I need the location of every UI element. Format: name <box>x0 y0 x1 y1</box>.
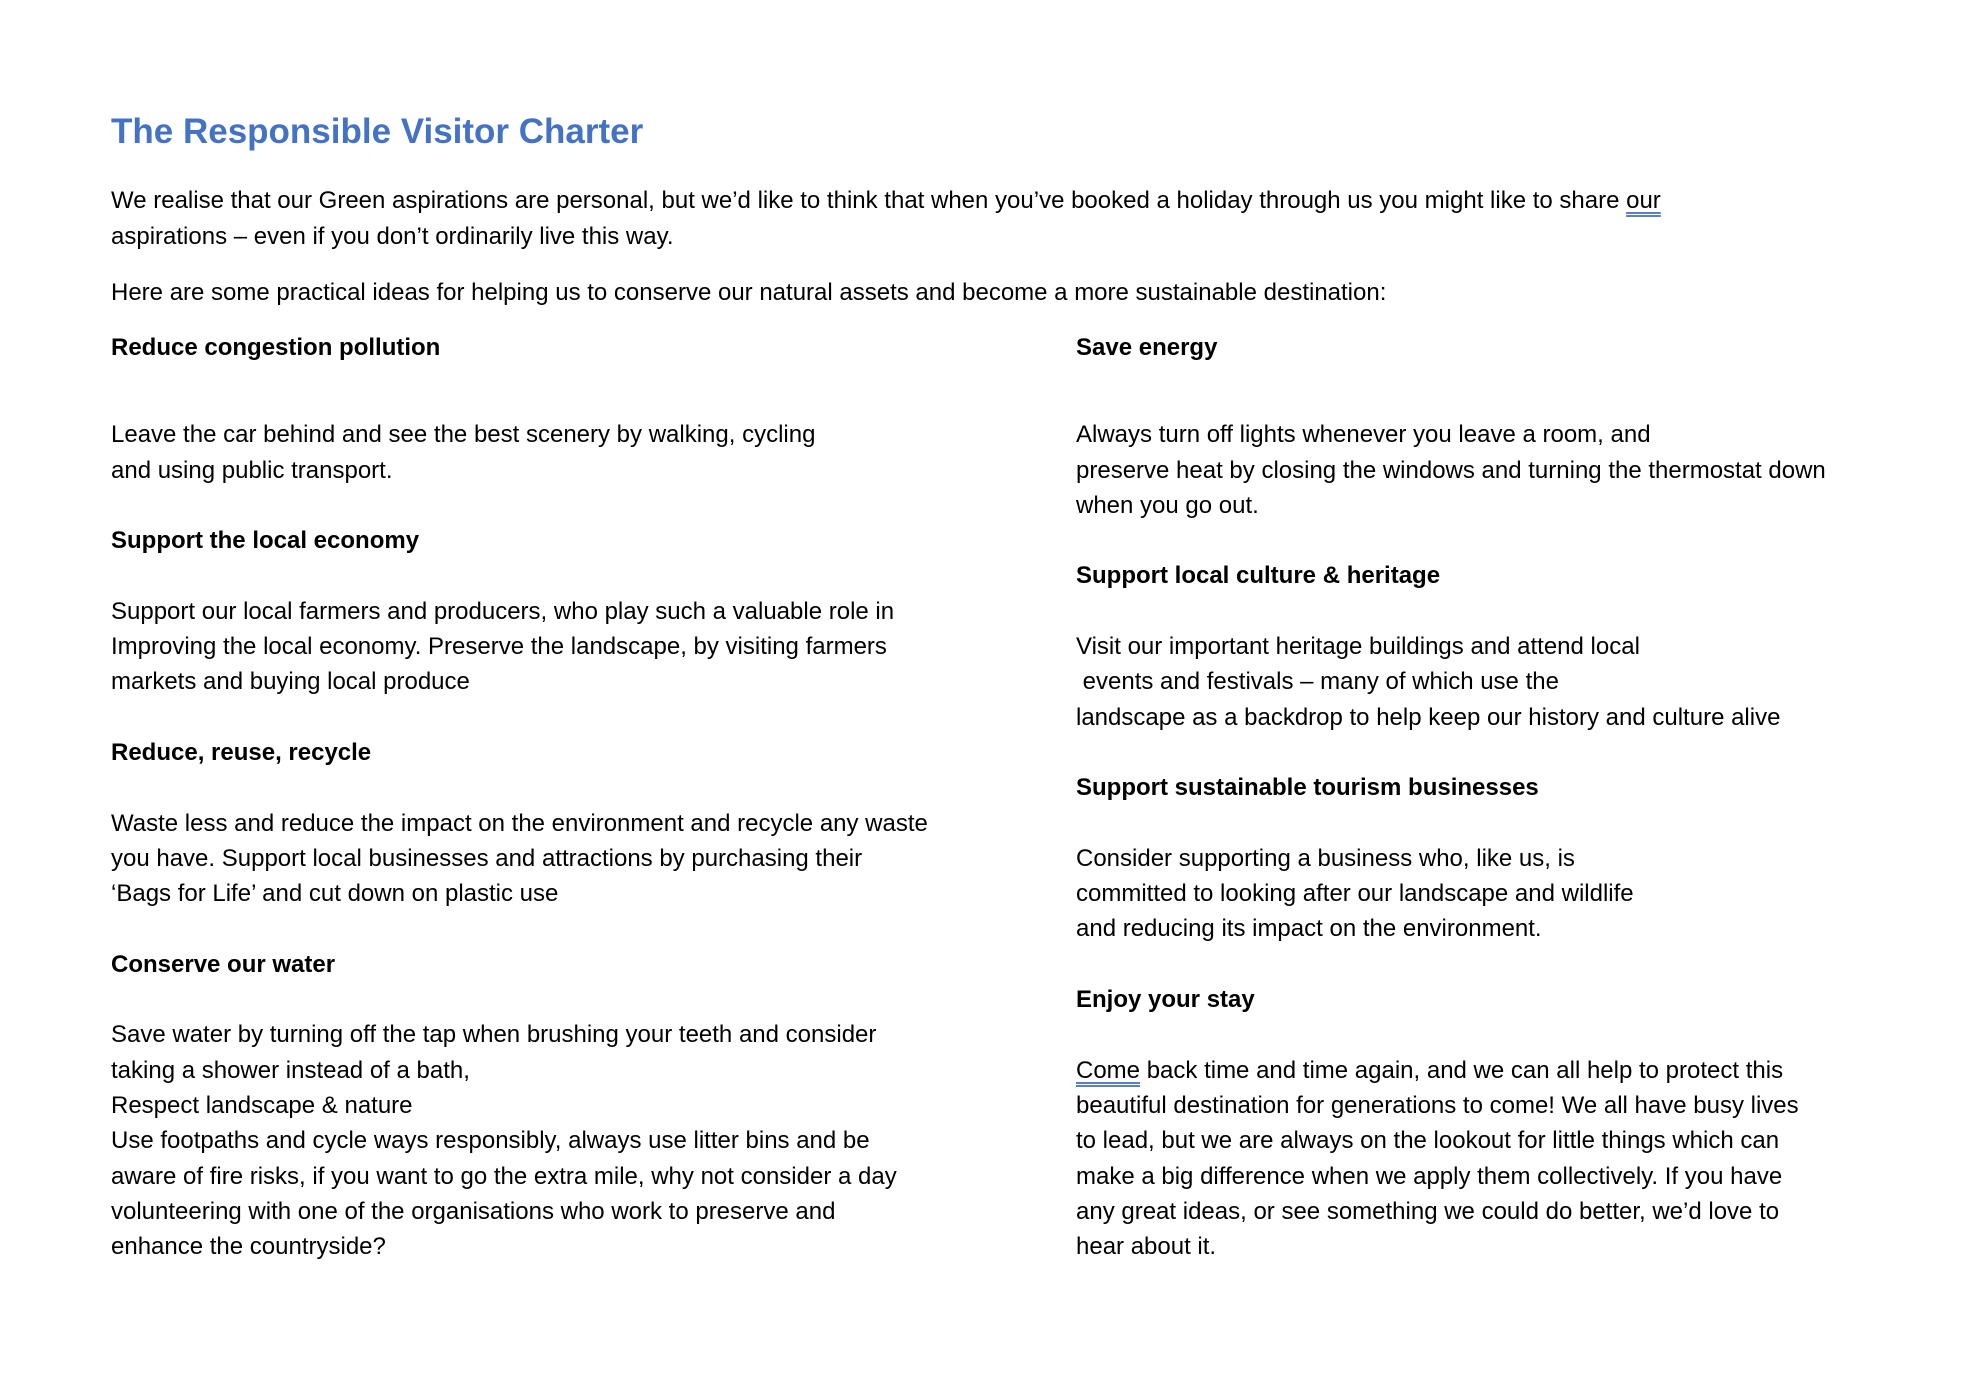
section-line: make a big difference when we apply them collectively. If you have <box>1076 1162 1783 1190</box>
section-line: preserve heat by closing the windows and turning the thermostat down <box>1076 456 1826 484</box>
left-column <box>111 330 1011 1264</box>
intro-line-1 <box>111 183 1661 219</box>
section-heading: Support local culture & heritage <box>1076 562 1441 590</box>
intro-line-2: aspirations – even if you don’t ordinarily live this way. <box>111 222 674 250</box>
section-line: any great ideas, or see something we could do better, we’d love to <box>1076 1197 1780 1225</box>
section-line: hear about it. <box>1076 1233 1217 1261</box>
lead-paragraph: Here are some practical ideas for helping us to conserve our natural assets and become a more sustainable destination: <box>111 279 1387 306</box>
section-line: landscape as a backdrop to help keep our history and culture alive <box>1076 703 1781 731</box>
section-line: beautiful destination for generations to come! We all have busy lives <box>1076 1091 1799 1119</box>
section-line: ‘Bags for Life’ and cut down on plastic use <box>111 880 559 908</box>
section-line: when you go out. <box>1076 491 1259 519</box>
section-line: Support our local farmers and producers, who play such a valuable role in <box>111 597 895 625</box>
section-line: Consider supporting a business who, like us, is <box>1076 844 1575 872</box>
enjoy-underlined-word: Come <box>1076 1056 1141 1084</box>
section-line: Leave the car behind and see the best scenery by walking, cycling <box>111 421 816 449</box>
section-heading: Save energy <box>1076 334 1218 361</box>
section-line <box>1076 1053 1956 1088</box>
section-heading: Support sustainable tourism businesses <box>1076 774 1539 802</box>
enjoy-first-line-rest: back time and time again, and we can all help to protect this <box>1140 1056 1784 1084</box>
section-line: events and festivals – many of which use the <box>1076 668 1559 696</box>
section-heading: Reduce congestion pollution <box>111 334 441 361</box>
section-heading: Reduce, reuse, recycle <box>111 738 372 766</box>
section-line: to lead, but we are always on the lookout for little things which can <box>1076 1127 1780 1155</box>
section-heading: Conserve our water <box>111 950 336 978</box>
right-column <box>1076 330 1956 1264</box>
section-line: volunteering with one of the organisations who work to preserve and <box>111 1197 836 1225</box>
section-heading: Enjoy your stay <box>1076 986 1255 1014</box>
section-heading: Support the local economy <box>111 527 420 555</box>
document-title: The Responsible Visitor Charter <box>111 112 644 151</box>
section-line: Respect landscape & nature <box>111 1091 413 1119</box>
section-line: Use footpaths and cycle ways responsibly, always use litter bins and be <box>111 1127 870 1155</box>
section-line: Visit our important heritage buildings and attend local <box>1076 633 1640 661</box>
section-line: enhance the countryside? <box>111 1233 386 1261</box>
intro-paragraph <box>111 183 1661 254</box>
intro-underlined-word: our <box>1626 187 1661 214</box>
section-line: and reducing its impact on the environment. <box>1076 915 1542 943</box>
section-line: Always turn off lights whenever you leave a room, and <box>1076 421 1651 449</box>
section-line: you have. Support local businesses and attractions by purchasing their <box>111 844 863 872</box>
section-line: Waste less and reduce the impact on the environment and recycle any waste <box>111 809 928 837</box>
section-line: committed to looking after our landscape and wildlife <box>1076 880 1634 908</box>
section-line: and using public transport. <box>111 456 393 484</box>
section-line: markets and buying local produce <box>111 668 470 696</box>
section-line: Save water by turning off the tap when brushing your teeth and consider <box>111 1021 877 1049</box>
section-line: Improving the local economy. Preserve the landscape, by visiting farmers <box>111 633 887 661</box>
intro-line-1-text: We realise that our Green aspirations are personal, but we’d like to think that when you’ve booked a holiday through us you might like to share <box>111 187 1627 214</box>
section-line: aware of fire risks, if you want to go the extra mile, why not consider a day <box>111 1162 897 1190</box>
section-line: taking a shower instead of a bath, <box>111 1056 470 1084</box>
